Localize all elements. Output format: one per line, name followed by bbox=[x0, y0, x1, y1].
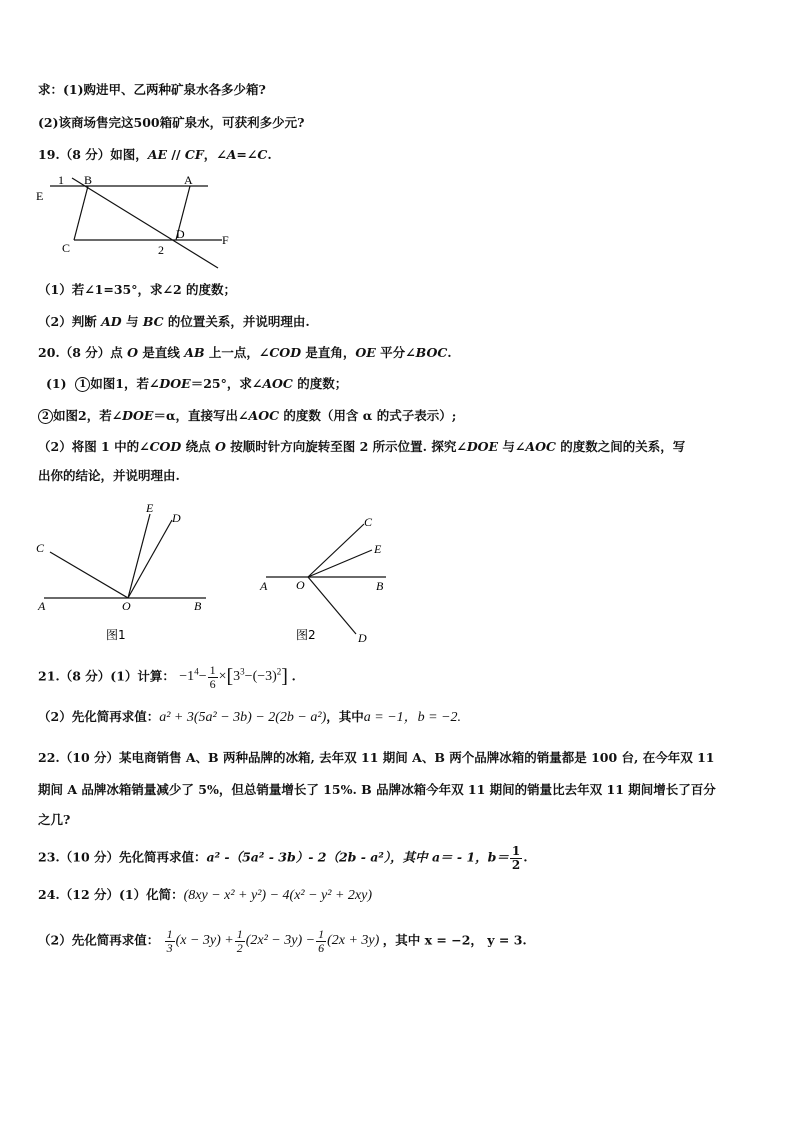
q20-part1-d: ＝25°，求∠ bbox=[190, 376, 263, 391]
q19-cond1: AE bbox=[147, 147, 168, 162]
q20-part1-2-c: ＝α，直接写出∠ bbox=[153, 408, 249, 423]
q20-part1-2-AOC: AOC bbox=[248, 408, 280, 423]
q20-stem-c: 是直线 bbox=[138, 345, 185, 360]
q20-p3-AOC: AOC bbox=[525, 439, 556, 454]
fig2-caption: 图2 bbox=[296, 628, 316, 642]
q24-f2d: 2 bbox=[236, 940, 243, 955]
fig2-label-C: C bbox=[364, 515, 373, 529]
q19-label-B: B bbox=[84, 173, 93, 187]
q21-e1dexp: 3 bbox=[240, 666, 245, 677]
q23-expr: a² -（5a² - 3b）- 2（2b - a²），其中 a＝ - 1，b＝ bbox=[206, 849, 509, 865]
fig2-label-D: D bbox=[358, 631, 367, 645]
q19-part2-e: 的位置关系，并说明理由. bbox=[163, 314, 310, 329]
circled-2-icon: 2 bbox=[38, 409, 53, 424]
q20-part2-line2: 出你的结论，并说明理由. bbox=[38, 468, 180, 483]
q21-e1exp: 4 bbox=[194, 666, 199, 677]
q20-p3a: （2）将图 1 中的∠ bbox=[38, 439, 150, 454]
q20-stem-AB: AB bbox=[184, 345, 205, 360]
q20-stem-COD: COD bbox=[269, 345, 302, 360]
q21-e1a: −1 bbox=[179, 669, 195, 685]
q20-p3c: 绕点 bbox=[181, 439, 215, 454]
q23-frac-num: 1 bbox=[511, 844, 521, 858]
q21-part2 bbox=[38, 710, 461, 726]
q19-parallel: // bbox=[167, 147, 185, 162]
q19-part2-a: （2）判断 bbox=[38, 314, 102, 329]
q24-expr1: (8xy − x² + y²) − 4(x² − y² + 2xy) bbox=[183, 888, 372, 903]
q23-frac-den: 2 bbox=[511, 857, 521, 872]
q21-e1c: × bbox=[218, 669, 227, 685]
q19-label-2: 2 bbox=[158, 243, 164, 257]
q24-t3: (2x + 3y) bbox=[327, 933, 380, 949]
q20-part1-f: 的度数； bbox=[292, 376, 348, 391]
q24-part1 bbox=[38, 888, 372, 904]
q20-part1-label: (1) bbox=[46, 376, 67, 391]
q20-stem-O: O bbox=[127, 345, 139, 360]
q24-t2: (2x² − 3y) − bbox=[245, 933, 316, 949]
q24-part2-label: （2）先化简再求值： bbox=[38, 932, 160, 948]
q23-frac bbox=[510, 845, 522, 871]
q24-f1d: 3 bbox=[166, 940, 173, 955]
q20-p3i: 的度数之间的关系，写 bbox=[555, 439, 686, 454]
q19-label-A: A bbox=[184, 173, 193, 187]
q21-frac-den: 6 bbox=[209, 676, 216, 691]
q20-stem-i: 平分∠ bbox=[375, 345, 416, 360]
q19-label-C: C bbox=[62, 241, 71, 255]
q20-part1-2-a: 如图2，若∠ bbox=[53, 408, 123, 423]
q19-part2-c: 与 bbox=[121, 314, 143, 329]
q24-part1-label: 24.（12 分）(1）化简： bbox=[38, 887, 184, 902]
q24-frac1 bbox=[165, 928, 175, 954]
q21-expr2: a² + 3(5a² − 3b) − 2(2b − a²) bbox=[159, 710, 327, 725]
q20-part1-2 bbox=[38, 409, 456, 424]
q24-t1: (x − 3y) + bbox=[175, 933, 234, 949]
q23-end: . bbox=[523, 849, 528, 865]
q20-part1-DOE: DOE bbox=[159, 376, 191, 391]
q19-end: . bbox=[267, 147, 272, 162]
q18-line1: 求：(1)购进甲、乙两种矿泉水各多少箱? bbox=[38, 82, 266, 97]
q20-part1-1 bbox=[46, 377, 347, 392]
fig1-caption: 图1 bbox=[106, 628, 126, 642]
q20-stem-a: 20.（8 分）点 bbox=[38, 345, 128, 360]
q24-f2n: 1 bbox=[236, 927, 243, 941]
q19-label-E: E bbox=[36, 189, 44, 203]
q19-sep: ， bbox=[203, 147, 217, 162]
q21-part1-label: 21.（8 分）(1）计算： bbox=[38, 668, 175, 684]
q20-p3-COD: COD bbox=[149, 439, 182, 454]
q21-e1eexp: 2 bbox=[276, 666, 282, 677]
q22-line3: 之几? bbox=[38, 812, 71, 827]
q21-e1e: −(−3) bbox=[244, 669, 277, 685]
fig2-label-O: O bbox=[296, 578, 305, 592]
fig1-label-C: C bbox=[36, 541, 45, 555]
q22-line1: 22.（10 分）某电商销售 A、B 两种品牌的冰箱, 去年双 11 期间 A、B 两个品牌冰箱的销量都是 100 台, 在今年双 11 bbox=[38, 750, 715, 765]
q18-line2: (2)该商场售完这500箱矿泉水，可获利多少元? bbox=[38, 115, 305, 130]
fig1-label-A: A bbox=[38, 599, 46, 613]
q20-stem-e: 上一点，∠ bbox=[204, 345, 270, 360]
fig2-label-E: E bbox=[374, 542, 382, 556]
q19-score: （8 分）如图， bbox=[59, 147, 148, 162]
q19-label-D: D bbox=[176, 227, 185, 241]
q19-label-F: F bbox=[222, 233, 229, 247]
q20-part2-line1 bbox=[38, 440, 685, 454]
fig1-label-E: E bbox=[146, 501, 154, 515]
q21-rbracket: ] bbox=[281, 665, 288, 688]
q20-part1-b: 如图1，若∠ bbox=[90, 376, 160, 391]
q24-vals: ，其中 x = −2， y = 3. bbox=[382, 932, 527, 948]
q23 bbox=[38, 845, 528, 871]
q20-p3g: 与∠ bbox=[498, 439, 526, 454]
q24-part2 bbox=[38, 928, 527, 954]
q21-lbracket: [ bbox=[226, 665, 234, 688]
q20-stem-BOC: BOC bbox=[415, 345, 448, 360]
q20-stem-g: 是直角， bbox=[301, 345, 356, 360]
q24-frac3 bbox=[316, 928, 326, 954]
q24-f3n: 1 bbox=[318, 927, 325, 941]
q23-label: 23.（10 分）先化简再求值： bbox=[38, 849, 207, 865]
fig2-label-A: A bbox=[260, 579, 268, 593]
q19-stem bbox=[38, 148, 272, 162]
q21-part2-b: ，其中 bbox=[326, 709, 364, 724]
q20-part1-AOC: AOC bbox=[262, 376, 293, 391]
q20-part1-2-e: 的度数（用含 α 的式子表示）; bbox=[279, 408, 457, 423]
q19-label-1: 1 bbox=[58, 173, 64, 187]
q19-cond3: ∠A=∠C bbox=[216, 147, 268, 162]
q21-e1b: − bbox=[198, 669, 207, 685]
q24-expr2 bbox=[164, 927, 383, 955]
fig2-label-B: B bbox=[376, 579, 384, 593]
q21-e1d: 3 bbox=[233, 669, 241, 685]
q19-part2 bbox=[38, 315, 310, 329]
fig1-label-B: B bbox=[194, 599, 202, 613]
q20-stem bbox=[38, 346, 452, 360]
q19-part1: （1）若∠1=35°，求∠2 的度数； bbox=[38, 282, 237, 297]
q19-cond2: CF bbox=[184, 147, 204, 162]
q19-part2-ad: AD bbox=[101, 314, 122, 329]
q19-number: 19. bbox=[38, 147, 60, 162]
q24-f1n: 1 bbox=[166, 927, 173, 941]
q21-frac-num: 1 bbox=[209, 663, 216, 677]
q21-expr1 bbox=[179, 663, 291, 691]
q20-p3-DOE: DOE bbox=[466, 439, 499, 454]
q22-line2: 期间 A 品牌冰箱销量减少了 5%，但总销量增长了 15%. B 品牌冰箱今年双 11 期间的销量比去年双 11 期间增长了百分 bbox=[38, 782, 716, 797]
fig1-label-D: D bbox=[172, 511, 181, 525]
q20-figure1 bbox=[30, 498, 220, 648]
q24-f3d: 6 bbox=[318, 940, 325, 955]
q20-figure2 bbox=[252, 510, 412, 650]
q21-part2-label: （2）先化简再求值： bbox=[38, 709, 160, 724]
q20-stem-OE: OE bbox=[355, 345, 376, 360]
q21-vals: a = −1，b = −2. bbox=[363, 710, 462, 725]
q20-p3-O: O bbox=[214, 439, 226, 454]
fig1-label-O: O bbox=[122, 599, 131, 613]
q20-part1-2-DOE: DOE bbox=[122, 408, 154, 423]
q19-part2-bc: BC bbox=[142, 314, 164, 329]
q21-part1 bbox=[38, 664, 296, 690]
q20-stem-end: . bbox=[447, 345, 452, 360]
q19-figure bbox=[30, 172, 230, 272]
q20-p3e: 按顺时针方向旋转至图 2 所示位置. 探究∠ bbox=[225, 439, 467, 454]
q24-frac2 bbox=[235, 928, 245, 954]
circled-1-icon: 1 bbox=[75, 377, 90, 392]
q21-frac bbox=[208, 664, 218, 690]
q21-end1: . bbox=[291, 668, 296, 684]
